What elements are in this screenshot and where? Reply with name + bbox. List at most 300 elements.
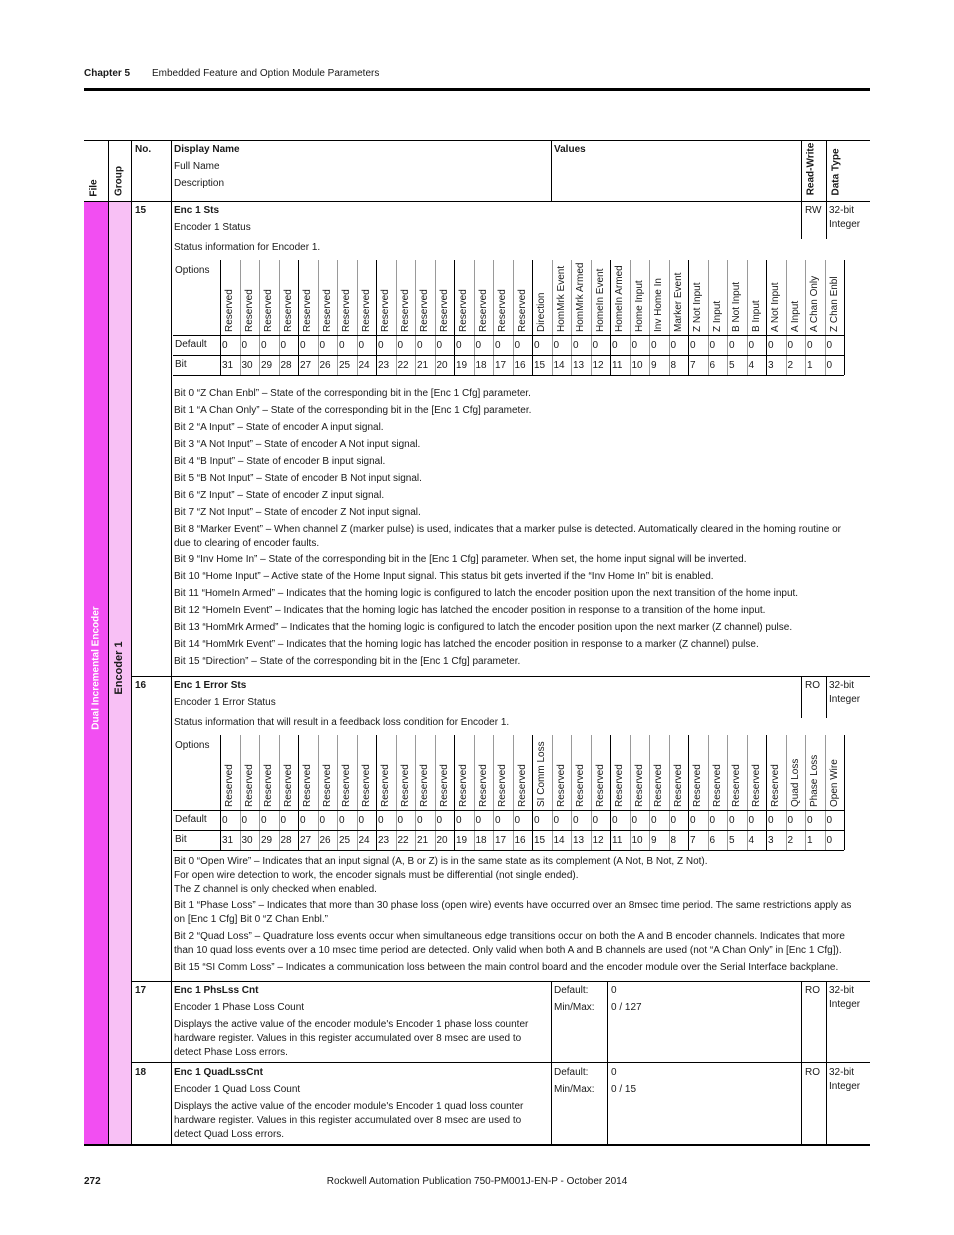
bit-option-label: Reserved <box>770 764 781 807</box>
table-header-rule <box>84 201 870 202</box>
bit-number: 10 <box>631 360 643 371</box>
col-data-type-header: Data Type <box>830 148 842 196</box>
col-sep-no <box>171 140 172 1145</box>
bit-option-label: Reserved <box>731 764 742 807</box>
bit-description: The Z channel is only checked when enabled. <box>174 884 377 895</box>
bit-number: 19 <box>456 360 468 371</box>
bit-default-value: 0 <box>378 340 384 351</box>
bit-number: 7 <box>690 360 696 371</box>
bit-number: 13 <box>573 835 585 846</box>
bit-number: 9 <box>651 360 657 371</box>
bit-number: 4 <box>748 360 755 371</box>
param-full-name: Encoder 1 Quad Loss Count <box>174 1084 301 1095</box>
bit-option-label: Reserved <box>263 289 274 332</box>
bit-number: 14 <box>553 835 565 846</box>
bit-option-label: Direction <box>536 292 547 332</box>
bit-description: Bit 2 “A Input” – State of encoder A input signal. <box>174 422 384 433</box>
bit-row-divider <box>173 375 844 376</box>
bit-number: 1 <box>807 360 813 371</box>
bit-option-label: A Not Input <box>770 282 781 332</box>
param-description: Displays the active value of the encoder module's Encoder 1 quad loss counter hardware register. Values in this register accumulated over 8 msec are used to detect Quad Loss errors. <box>174 1101 524 1140</box>
bit-option-label: Reserved <box>477 764 489 807</box>
col-read-write-header: Read-Write <box>805 142 817 196</box>
bit-column-divider <box>259 260 260 375</box>
bit-default-value: 0 <box>534 340 540 351</box>
bit-number: 23 <box>378 835 390 846</box>
bit-default-value: 0 <box>495 815 501 826</box>
param-data-type: Integer <box>829 1081 861 1092</box>
table-top-rule <box>84 140 870 141</box>
bit-number: 28 <box>280 835 292 846</box>
bit-number: 5 <box>729 360 735 371</box>
bit-number: 8 <box>670 835 677 846</box>
bit-description: Bit 10 “Home Input” – Active state of the Home Input signal. This status bit gets inverted if the “Inv Home In” bit is enabled. <box>174 571 714 582</box>
bit-option-label: Reserved <box>516 764 528 807</box>
bit-default-value: 0 <box>729 815 735 826</box>
bit-option-label: A Chan Only <box>809 275 820 332</box>
bit-default-value: 0 <box>573 340 579 351</box>
bit-number: 0 <box>826 835 833 846</box>
bit-column-divider <box>825 260 826 375</box>
bit-default-value: 0 <box>553 815 560 826</box>
bit-option-label: Reserved <box>672 764 684 807</box>
bit-number: 25 <box>339 360 351 371</box>
minmax-value: 0 / 15 <box>611 1084 637 1095</box>
bit-number: 9 <box>651 835 657 846</box>
bit-default-value: 0 <box>358 815 365 826</box>
bit-column-divider <box>318 260 319 375</box>
bit-default-value: 0 <box>651 815 657 826</box>
bit-default-value: 0 <box>612 815 618 826</box>
bit-column-divider <box>552 260 553 375</box>
bit-default-value: 0 <box>261 815 267 826</box>
bit-column-divider <box>747 260 748 375</box>
bit-option-label: Reserved <box>282 764 294 807</box>
bit-option-label: Z Not Input <box>692 282 703 332</box>
param-read-write: RO <box>805 985 820 996</box>
bit-default-value: 0 <box>748 340 755 351</box>
bit-option-label: Reserved <box>399 289 411 332</box>
param-number: 16 <box>135 680 147 691</box>
bit-column-divider <box>279 260 280 375</box>
bit-default-value: 0 <box>690 340 696 351</box>
bit-number: 23 <box>378 360 390 371</box>
page-number: 272 <box>84 1176 101 1187</box>
bit-default-value: 0 <box>436 815 443 826</box>
bit-default-value: 0 <box>631 815 638 826</box>
bit-default-value: 0 <box>475 815 482 826</box>
bit-default-value: 0 <box>300 815 306 826</box>
bit-option-label: Reserved <box>438 289 450 332</box>
param-full-name: Encoder 1 Status <box>174 222 251 233</box>
bit-number: 11 <box>612 835 623 846</box>
bit-option-label: B Input <box>750 300 762 332</box>
bit-default-value: 0 <box>241 815 248 826</box>
bit-default-value: 0 <box>222 340 228 351</box>
bit-number: 2 <box>787 360 794 371</box>
bit-description: Bit 5 “B Not Input” – State of encoder B Not input signal. <box>174 473 422 484</box>
bit-default-value: 0 <box>514 340 521 351</box>
param-display-name: Enc 1 PhsLss Cnt <box>174 985 259 996</box>
param-data-type: 32-bit <box>829 985 855 996</box>
bit-number: 4 <box>748 835 755 846</box>
bit-number: 17 <box>495 835 507 846</box>
bit-column-divider <box>766 260 767 375</box>
bit-column-divider <box>610 735 611 850</box>
bit-option-label: Reserved <box>243 289 255 332</box>
bit-column-divider <box>337 260 338 375</box>
bit-column-divider <box>279 735 280 850</box>
bit-option-label: Reserved <box>575 764 586 807</box>
bit-default-value: 0 <box>709 340 716 351</box>
row-sep-18 <box>131 1062 870 1063</box>
chapter-label: Chapter 5 <box>84 68 131 79</box>
bit-default-value: 0 <box>807 815 813 826</box>
bit-description: Bit 4 “B Input” – State of encoder B input signal. <box>174 456 386 467</box>
bit-option-label: Phase Loss <box>809 754 820 807</box>
bit-number: 8 <box>670 360 677 371</box>
bit-option-label: Reserved <box>224 289 235 332</box>
bit-option-label: Reserved <box>419 289 430 332</box>
bit-number: 14 <box>553 360 565 371</box>
bit-default-value: 0 <box>592 340 599 351</box>
bit-number: 27 <box>300 360 312 371</box>
bit-option-label: Reserved <box>243 764 255 807</box>
bit-number: 18 <box>475 360 487 371</box>
col-sep-values-lower <box>551 982 552 1145</box>
bit-number: 17 <box>495 360 507 371</box>
bit-column-divider <box>396 260 397 375</box>
minmax-label: Min/Max: <box>554 1084 595 1095</box>
bit-column-divider <box>844 260 845 375</box>
bit-option-label: Inv Home In <box>653 278 664 332</box>
bit-column-divider <box>259 735 260 850</box>
bit-option-label: Reserved <box>750 764 762 807</box>
bit-option-label: Reserved <box>341 764 352 807</box>
param-number: 17 <box>135 985 147 996</box>
default-row-label: Default <box>175 339 207 350</box>
bit-number: 22 <box>397 835 409 846</box>
bit-default-value: 0 <box>592 815 599 826</box>
bit-column-divider <box>649 735 650 850</box>
param-display-name: Enc 1 Sts <box>174 205 220 216</box>
bit-default-value: 0 <box>475 340 482 351</box>
bit-column-divider <box>415 260 416 375</box>
bit-option-label: Z Chan Enbl <box>828 276 840 332</box>
bit-column-divider <box>376 260 377 375</box>
bit-option-label: Marker Event <box>672 272 684 332</box>
bit-default-value: 0 <box>456 815 462 826</box>
bit-option-label: Z Input <box>711 300 723 332</box>
bit-default-value: 0 <box>534 815 540 826</box>
bit-number: 27 <box>300 835 312 846</box>
options-label: Options <box>175 740 210 751</box>
bit-default-value: 0 <box>826 340 833 351</box>
bit-column-divider <box>474 260 475 375</box>
bit-column-divider <box>727 260 728 375</box>
bit-column-divider <box>669 260 670 375</box>
col-sep-type-head <box>826 140 827 239</box>
bit-number: 24 <box>358 360 370 371</box>
col-sep-rw-head <box>801 140 802 239</box>
bit-option-label: HomeIn Armed <box>614 265 625 332</box>
col-file-header: File <box>88 179 100 197</box>
bit-column-divider <box>766 735 767 850</box>
bit-number: 26 <box>319 360 331 371</box>
bit-default-value: 0 <box>241 340 248 351</box>
bit-number: 31 <box>222 360 234 371</box>
param-description: Displays the active value of the encoder module's Encoder 1 phase loss counter hardware register. Values in this register accumulated over 8 msec are used to detect Phase Loss errors. <box>174 1019 529 1058</box>
bit-default-value: 0 <box>319 340 326 351</box>
bit-number: 24 <box>358 835 370 846</box>
bit-number: 28 <box>280 360 292 371</box>
bit-number: 21 <box>417 360 429 371</box>
bit-number: 21 <box>417 835 429 846</box>
bit-number: 20 <box>436 360 448 371</box>
bit-default-value: 0 <box>417 815 423 826</box>
bit-option-label: Reserved <box>282 289 294 332</box>
bit-column-divider <box>688 260 689 375</box>
bit-default-value: 0 <box>300 340 306 351</box>
bit-description: Bit 1 “A Chan Only” – State of the corresponding bit in the [Enc 1 Cfg] parameter. <box>174 405 532 416</box>
bit-number: 30 <box>241 835 253 846</box>
bit-description: Bit 11 “HomeIn Armed” – Indicates that the homing logic is configured to latch the encoder position upon the next transition of the home input. <box>174 588 799 599</box>
bit-default-value: 0 <box>768 340 774 351</box>
row-sep-16 <box>131 676 870 677</box>
bit-column-divider <box>357 735 358 850</box>
bit-option-label: Reserved <box>594 764 606 807</box>
bit-column-divider <box>532 260 533 375</box>
bit-column-divider <box>493 735 494 850</box>
bit-default-value: 0 <box>729 340 735 351</box>
options-label: Options <box>175 265 210 276</box>
bit-column-divider <box>435 260 436 375</box>
default-label: Default: <box>554 1067 589 1078</box>
bit-description: Bit 9 “Inv Home In” – State of the corresponding bit in the [Enc 1 Cfg] parameter. When set, the home input signal will be inverted. <box>174 554 747 565</box>
bit-column-divider <box>415 735 416 850</box>
bit-number: 26 <box>319 835 331 846</box>
bit-number: 3 <box>768 360 774 371</box>
bit-column-divider <box>708 260 709 375</box>
bit-column-divider <box>786 260 787 375</box>
default-row-label: Default <box>175 814 207 825</box>
bit-number: 6 <box>709 835 716 846</box>
bit-number: 1 <box>807 835 813 846</box>
bit-option-label: Reserved <box>477 289 489 332</box>
bit-column-divider <box>786 735 787 850</box>
bit-option-label: B Not Input <box>731 281 742 332</box>
minmax-label: Min/Max: <box>554 1002 595 1013</box>
bit-row-label: Bit <box>175 834 187 845</box>
bit-number: 6 <box>709 360 716 371</box>
bit-option-label: HomeIn Event <box>594 268 606 332</box>
bit-option-label: Reserved <box>360 764 372 807</box>
bit-default-value: 0 <box>514 815 521 826</box>
bit-option-label: Reserved <box>263 764 274 807</box>
bit-default-value: 0 <box>748 815 755 826</box>
param-number: 18 <box>135 1067 147 1078</box>
bit-default-value: 0 <box>222 815 228 826</box>
bit-number: 30 <box>241 360 253 371</box>
bit-number: 12 <box>592 360 604 371</box>
bit-description: For open wire detection to work, the encoder signals must be differential (not single ended). <box>174 870 579 881</box>
bit-column-divider <box>454 260 455 375</box>
bit-column-divider <box>298 735 299 850</box>
bit-column-divider <box>805 735 806 850</box>
bit-column-divider <box>649 260 650 375</box>
bit-default-value: 0 <box>787 340 794 351</box>
bit-column-divider <box>571 735 572 850</box>
minmax-value: 0 / 127 <box>611 1002 642 1013</box>
bit-default-value: 0 <box>378 815 384 826</box>
bit-default-value: 0 <box>612 340 618 351</box>
bit-column-divider <box>630 735 631 850</box>
bit-default-value: 0 <box>339 340 345 351</box>
bit-column-divider <box>805 260 806 375</box>
bit-default-value: 0 <box>339 815 345 826</box>
bit-description: Bit 1 “Phase Loss” – Indicates that more than 30 phase loss (open wire) events have occurred over an 8msec time period. The same restrictions apply as on [Enc 1 Cfg] Bit 0 “Z Chan Enbl.” <box>174 900 852 925</box>
bit-column-divider <box>552 735 553 850</box>
bit-description: Bit 6 “Z Input” – State of encoder Z input signal. <box>174 490 385 501</box>
bit-default-value: 0 <box>358 340 365 351</box>
bit-option-label: Reserved <box>692 764 703 807</box>
col-sep-type-16 <box>826 676 827 718</box>
bit-column-divider <box>220 260 221 375</box>
bit-row-divider <box>173 335 844 336</box>
bit-number: 20 <box>436 835 448 846</box>
bit-option-label: Reserved <box>321 289 333 332</box>
bit-row-divider <box>173 810 844 811</box>
bit-option-label: Reserved <box>653 764 664 807</box>
bit-column-divider <box>727 735 728 850</box>
bit-number: 25 <box>339 835 351 846</box>
bit-column-divider <box>825 735 826 850</box>
bit-option-label: A Input <box>789 300 801 332</box>
bit-number: 13 <box>573 360 585 371</box>
publication-info: Rockwell Automation Publication 750-PM001J-EN-P - October 2014 <box>326 1176 628 1187</box>
col-sep-values-head <box>551 140 552 202</box>
bit-default-value: 0 <box>261 340 267 351</box>
bit-description: Bit 14 “HomMrk Event” – Indicates that the homing logic has latched the encoder position in response to a marker (Z channel) pulse. <box>174 639 759 650</box>
bit-option-label: Reserved <box>555 764 567 807</box>
bit-column-divider <box>688 735 689 850</box>
param-data-type: 32-bit <box>829 680 855 691</box>
col-sep-default-label <box>607 982 608 1145</box>
bit-option-label: Home Input <box>633 280 645 332</box>
file-label: Dual Incremental Encoder <box>90 606 102 730</box>
bit-number: 16 <box>514 360 526 371</box>
bit-number: 10 <box>631 835 643 846</box>
bit-row-divider <box>173 850 844 851</box>
bit-number: 7 <box>690 835 696 846</box>
bit-option-label: Reserved <box>302 764 313 807</box>
bit-row-label: Bit <box>175 359 187 370</box>
default-label: Default: <box>554 985 589 996</box>
bit-option-label: Open Wire <box>828 759 840 807</box>
bit-option-label: Reserved <box>497 289 508 332</box>
bit-number: 0 <box>826 360 833 371</box>
bit-column-divider <box>844 735 845 850</box>
bit-option-label: Reserved <box>302 289 313 332</box>
bit-default-value: 0 <box>553 340 560 351</box>
param-data-type: Integer <box>829 999 861 1010</box>
col-sep-type-lower <box>826 982 827 1145</box>
param-description: Status information for Encoder 1. <box>174 242 321 253</box>
bit-column-divider <box>240 735 241 850</box>
bit-column-divider <box>708 735 709 850</box>
col-sep-group <box>131 140 132 1145</box>
bit-number: 22 <box>397 360 409 371</box>
bit-column-divider <box>532 735 533 850</box>
bit-number: 19 <box>456 835 468 846</box>
bit-row-divider <box>173 830 844 831</box>
bit-column-divider <box>298 260 299 375</box>
param-full-name: Encoder 1 Error Status <box>174 697 276 708</box>
bit-description: Bit 8 “Marker Event” – When channel Z (marker pulse) is used, indicates that a marker pulse is detected. Automatically cleared in the homing routine or due to clearing of encoder faults. <box>174 524 841 549</box>
header-rule <box>84 88 870 91</box>
bit-default-value: 0 <box>690 815 696 826</box>
bit-default-value: 0 <box>631 340 638 351</box>
bit-column-divider <box>220 735 221 850</box>
bit-description: Bit 0 “Z Chan Enbl” – State of the corresponding bit in the [Enc 1 Cfg] parameter. <box>174 388 531 399</box>
bit-default-value: 0 <box>768 815 774 826</box>
bit-number: 11 <box>612 360 623 371</box>
bit-default-value: 0 <box>670 340 677 351</box>
bit-description: Bit 12 “HomeIn Event” – Indicates that the homing logic has latched the encoder position in response to a transition of the home input. <box>174 605 766 616</box>
param-data-type: 32-bit <box>829 205 855 216</box>
bit-number: 12 <box>592 835 604 846</box>
bit-option-label: Reserved <box>419 764 430 807</box>
bit-default-value: 0 <box>397 340 404 351</box>
bit-column-divider <box>357 260 358 375</box>
bit-number: 15 <box>534 835 546 846</box>
bit-default-value: 0 <box>456 340 462 351</box>
bit-option-label: Reserved <box>633 764 645 807</box>
bit-option-label: Reserved <box>711 764 723 807</box>
chapter-title: Embedded Feature and Option Module Parameters <box>152 68 380 79</box>
bit-description: Bit 13 “HomMrk Armed” – Indicates that the homing logic is configured to latch the encoder position upon the next marker (Z channel) pulse. <box>174 622 793 633</box>
bit-option-label: Reserved <box>341 289 352 332</box>
bit-default-value: 0 <box>417 340 423 351</box>
param-read-write: RO <box>805 1067 820 1078</box>
param-display-name: Enc 1 QuadLssCnt <box>174 1067 263 1078</box>
bit-option-label: SI Comm Loss <box>536 741 547 807</box>
bit-description: Bit 15 “Direction” – State of the corresponding bit in the [Enc 1 Cfg] parameter. <box>174 656 521 667</box>
param-data-type: Integer <box>829 219 861 230</box>
bit-column-divider <box>610 260 611 375</box>
bit-column-divider <box>337 735 338 850</box>
col-values-header: Values <box>554 144 586 155</box>
bit-column-divider <box>591 735 592 850</box>
col-sep-rw-lower <box>801 982 802 1145</box>
bit-description: Bit 3 “A Not Input” – State of encoder A Not input signal. <box>174 439 421 450</box>
bit-option-label: Reserved <box>321 764 333 807</box>
bit-default-value: 0 <box>573 815 579 826</box>
bit-option-label: Reserved <box>614 764 625 807</box>
bit-option-label: Reserved <box>360 289 372 332</box>
bit-option-label: Reserved <box>516 289 528 332</box>
bit-number: 18 <box>475 835 487 846</box>
bit-option-label: Reserved <box>380 764 391 807</box>
bit-number: 16 <box>514 835 526 846</box>
param-description: Status information that will result in a feedback loss condition for Encoder 1. <box>174 717 510 728</box>
param-read-write: RO <box>805 680 820 691</box>
bit-option-label: Reserved <box>458 764 469 807</box>
bit-column-divider <box>240 260 241 375</box>
bit-column-divider <box>318 735 319 850</box>
bit-number: 31 <box>222 835 234 846</box>
bit-column-divider <box>630 260 631 375</box>
